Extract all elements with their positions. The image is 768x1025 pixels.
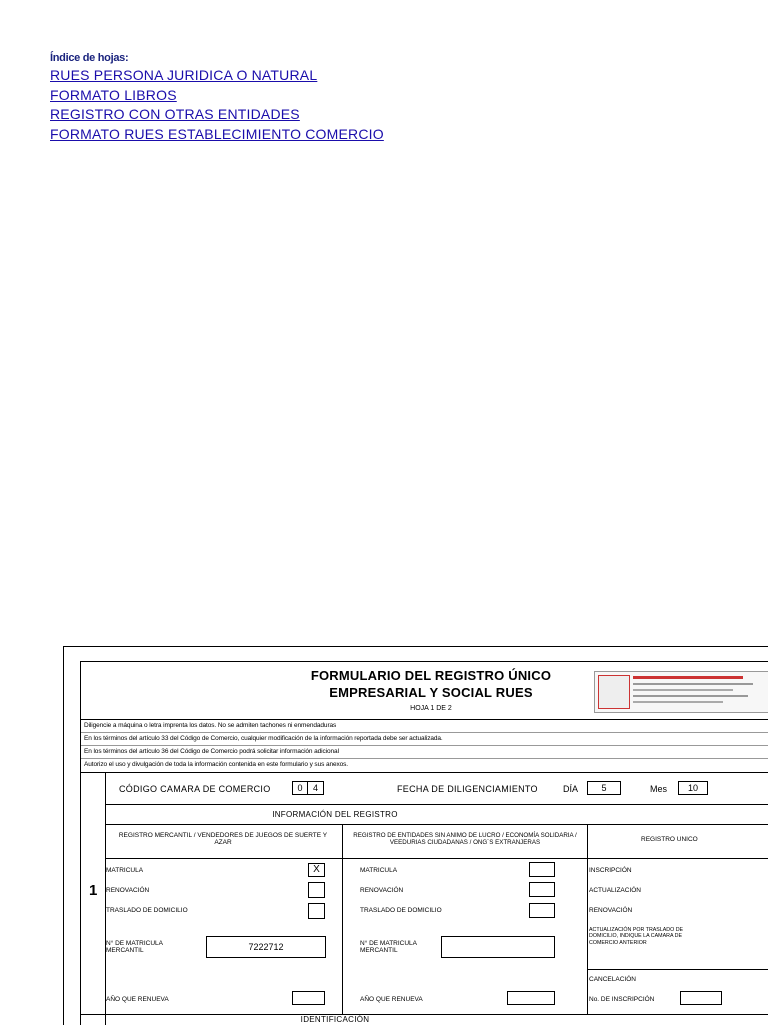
form-thumbnail-image <box>594 671 768 713</box>
identificacion-header: IDENTIFICACIÓN <box>300 1015 370 1024</box>
link-rues-persona[interactable]: RUES PERSONA JURIDICA O NATURAL <box>50 67 318 83</box>
col1-renovacion-checkbox[interactable] <box>308 882 325 898</box>
col1-anio-label: AÑO QUE RENUEVA <box>106 996 169 1003</box>
form-title-line2: EMPRESARIAL Y SOCIAL RUES <box>329 685 533 700</box>
section-number: 1 <box>89 882 98 899</box>
mes-label: Mes <box>650 784 668 794</box>
rues-form <box>63 646 768 1025</box>
note-3: En los términos del artículo 36 del Código de Comercio podrá solicitar información adicional <box>84 748 339 755</box>
col3-no-inscripcion-label: No. DE INSCRIPCIÓN <box>589 996 655 1003</box>
col2-renovacion-label: RENOVACIÓN <box>360 887 404 894</box>
hoja-label: HOJA 1 DE 2 <box>410 705 452 712</box>
sheet-index <box>50 52 384 144</box>
col1-header: REGISTRO MERCANTIL / VENDEDORES DE JUEGOS DE SUERTE Y AZAR <box>118 832 328 846</box>
col3-inscripcion-label: INSCRIPCIÓN <box>589 867 632 874</box>
codigo-camara-label: CÓDIGO CAMARA DE COMERCIO <box>119 784 271 794</box>
col1-anio-field[interactable] <box>292 991 325 1005</box>
col2-traslado-label: TRASLADO DE DOMICILIO <box>360 907 442 914</box>
dia-label: DÍA <box>563 784 579 794</box>
link-formato-libros[interactable]: FORMATO LIBROS <box>50 86 177 103</box>
col2-header: REGISTRO DE ENTIDADES SIN ANIMO DE LUCRO / ECONOMÍA SOLIDARIA / VEEDURIAS CIUDADANAS / ONG´S EXTRANJERAS <box>353 832 577 846</box>
col2-nmatricula-field[interactable] <box>441 936 555 958</box>
note-1: Diligencie a máquina o letra imprenta los datos. No se admiten tachones ni enmendaduras <box>84 722 337 729</box>
col2-matricula-label: MATRICULA <box>360 867 398 874</box>
codigo-digit-2[interactable]: 4 <box>307 781 324 795</box>
col3-cancelacion-label: CANCELACIÓN <box>589 976 636 983</box>
mes-field[interactable]: 10 <box>678 781 708 795</box>
col3-header: REGISTRO UNICO <box>641 836 698 843</box>
info-registro-header: INFORMACIÓN DEL REGISTRO <box>272 810 398 819</box>
index-title: Índice de hojas: <box>50 52 129 64</box>
link-rues-establecimiento[interactable]: FORMATO RUES ESTABLECIMIENTO COMERCIO <box>50 125 384 142</box>
codigo-digit-1[interactable]: 0 <box>292 781 308 795</box>
col3-no-inscripcion-field[interactable] <box>680 991 722 1005</box>
col3-actualizacion-traslado-label: ACTUALIZACIÓN POR TRASLADO DE DOMICILIO, INDIQUE LA CAMARA DE COMERCIO ANTERIOR <box>589 927 684 946</box>
dia-field[interactable]: 5 <box>587 781 621 795</box>
col1-nmatricula-field[interactable]: 7222712 <box>206 936 326 958</box>
col2-anio-label: AÑO QUE RENUEVA <box>360 996 423 1003</box>
note-2: En los términos del artículo 33 del Código de Comercio, cualquier modificación de la información reportada debe ser actualizada. <box>84 735 443 742</box>
col2-matricula-checkbox[interactable] <box>529 862 555 877</box>
col2-anio-field[interactable] <box>507 991 555 1005</box>
col3-renovacion-label: RENOVACIÓN <box>589 907 633 914</box>
form-title-line1: FORMULARIO DEL REGISTRO ÚNICO <box>310 668 552 683</box>
note-4: Autorizo el uso y divulgación de toda la información contenida en este formulario y sus anexos. <box>84 761 349 768</box>
col2-renovacion-checkbox[interactable] <box>529 882 555 897</box>
form-inner <box>80 661 768 1025</box>
col1-matricula-checkbox[interactable]: X <box>308 863 325 877</box>
fecha-label: FECHA DE DILIGENCIAMIENTO <box>397 784 538 794</box>
col1-renovacion-label: RENOVACIÓN <box>106 887 150 894</box>
col1-matricula-label: MATRICULA <box>106 867 144 874</box>
col1-nmatricula-label: N° DE MATRICULA MERCANTIL <box>106 940 163 954</box>
col3-actualizacion-label: ACTUALIZACIÓN <box>589 887 642 894</box>
col1-traslado-checkbox[interactable] <box>308 903 325 919</box>
link-registro-otras-entidades[interactable]: REGISTRO CON OTRAS ENTIDADES <box>50 106 300 122</box>
col2-traslado-checkbox[interactable] <box>529 903 555 918</box>
col2-nmatricula-label: N° DE MATRICULA MERCANTIL <box>360 940 417 954</box>
col1-traslado-label: TRASLADO DE DOMICILIO <box>106 907 188 914</box>
